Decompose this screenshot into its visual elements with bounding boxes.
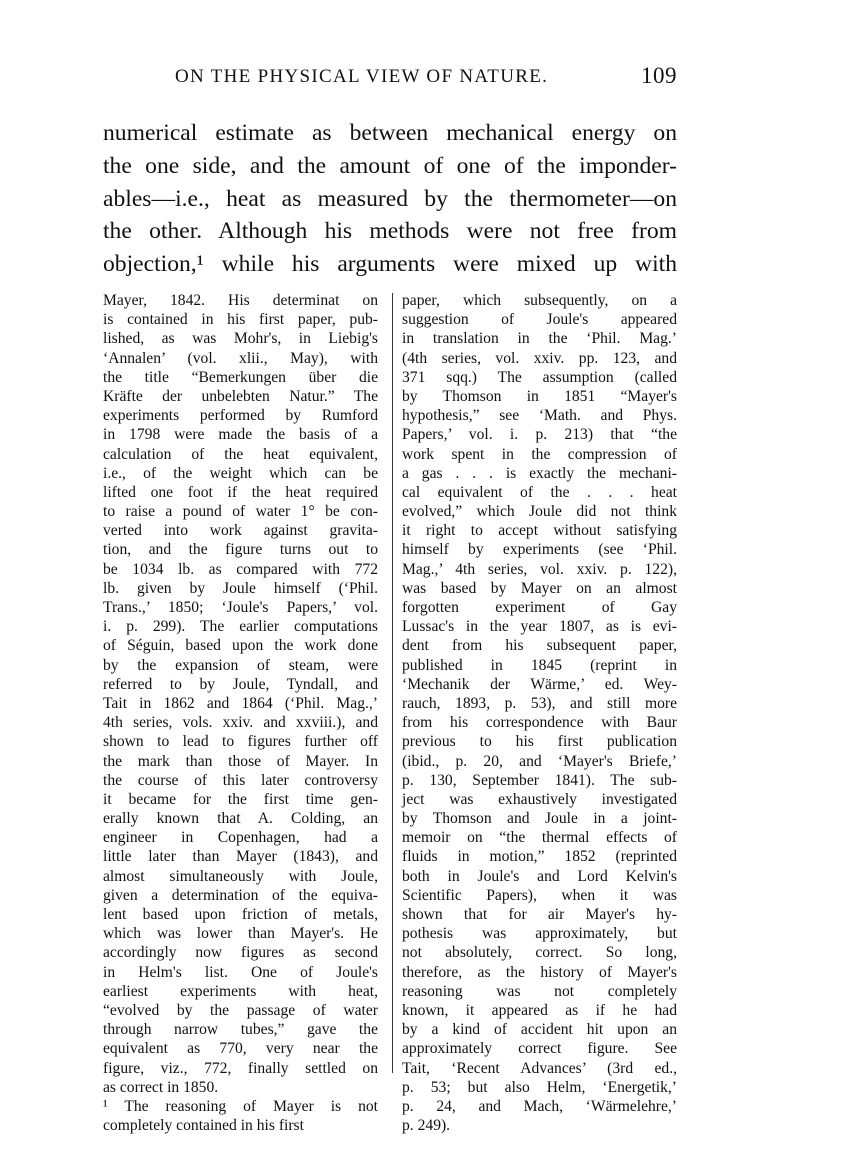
footnote-left-line: almost simultaneously with Joule, [103,867,378,885]
footnote-left-line: ‘Annalen’ (vol. xlii., May), with [103,349,378,367]
footnote-left-line: i.e., of the weight which can be [103,464,378,482]
footnote-right-line: suggestion of Joule's appeared [402,311,677,329]
footnote-left-line: lifted one foot if the heat required [103,483,378,501]
footnote-right-line: both in Joule's and Lord Kelvin's [402,867,677,885]
footnote-left-line: it became for the first time gen- [103,790,378,808]
footnote-left-line: shown to lead to figures further off [103,733,378,751]
footnote-left-line: in 1798 were made the basis of a [103,426,378,444]
footnote-left-line: by the expansion of steam, were [103,656,378,674]
footnote-right-line: reasoning was not completely [402,982,677,1000]
footnote-right-line: p. 249). [402,1117,451,1135]
footnote-right-line: p. 130, September 1841). The sub- [402,771,677,789]
footnote-left-line: erally known that A. Colding, an [103,810,378,828]
main-text-line: objection,¹ while his arguments were mixed up with [103,251,677,278]
footnote-right-line: approximately correct figure. See [402,1040,677,1058]
footnote-right-line: shown that for air Mayer's hy- [402,906,677,923]
column-divider [392,293,393,1073]
footnote-right-line: cal equivalent of the . . . heat [402,483,677,501]
footnote-right-line: Scientific Papers), when it was [402,886,677,904]
footnote-right-line: a gas . . . is exactly the mechani- [402,464,677,482]
footnote-left-line: i. p. 299). The earlier computations [103,618,378,636]
footnote-left-line: experiments performed by Rumford [103,407,378,425]
footnote-right-line: it right to accept without satisfying [402,522,677,540]
footnote-left-line: Trans.,’ 1850; ‘Joule's Papers,’ vol. [103,599,378,616]
footnote-left-line: verted into work against gravita- [103,522,378,540]
footnote-right-line: work spent in the compression of [402,445,677,463]
footnote-right-line: (4th series, vol. xxiv. pp. 123, and [402,349,677,367]
main-text-line: numerical estimate as between mechanical energy on [103,120,677,146]
footnote-right-line: in translation in the ‘Phil. Mag.’ [402,330,677,348]
footnote-right-line: by a kind of accident hit upon an [402,1021,677,1039]
footnote-right-line: 371 sqq.) The assumption (called [402,368,677,386]
footnote-left-line: lished, as was Mohr's, in Liebig's [103,330,378,348]
footnote-left-line: ¹ The reasoning of Mayer is not [103,1097,378,1115]
footnote-right-line: Lussac's in the year 1807, as is evi- [402,618,677,636]
footnote-left-line: in Helm's list. One of Joule's [103,963,378,981]
footnote-right-line: hypothesis,” see ‘Math. and Phys. [402,407,677,425]
main-text-line: the one side, and the amount of one of the imponder- [103,152,677,179]
main-text-line: the other. Although his methods were not free from [103,218,677,245]
footnote-left-line: Tait in 1862 and 1864 (‘Phil. Mag.,’ [103,694,378,712]
footnote-left-line: figure, viz., 772, finally settled on [103,1059,378,1077]
page-number: 109 [641,63,677,88]
footnote-right-line: from his correspondence with Baur [402,714,677,732]
footnote-left-line: Kräfte der unbelebten Natur.” The [103,387,378,405]
running-head-title: ON THE PHYSICAL VIEW OF NATURE. [175,66,549,87]
footnote-left-line: referred to by Joule, Tyndall, and [103,675,378,693]
footnote-left-line: earliest experiments with heat, [103,982,378,1000]
footnote-right-line: not absolutely, correct. So long, [402,944,677,962]
footnote-left-line: given a determination of the equiva- [103,886,378,904]
footnote-right-line: known, it appeared as if he had [402,1001,677,1019]
footnote-left-line: is contained in his first paper, pub- [103,311,378,329]
footnote-right-line: published in 1845 (reprint in [402,656,677,674]
footnote-right-column [402,291,677,1135]
footnote-left-line: completely contained in his first [103,1117,304,1135]
footnote-right-line: himself by experiments (see ‘Phil. [402,541,677,559]
footnote-left-line: lb. given by Joule himself (‘Phil. [103,579,378,597]
footnote-left-line: through narrow tubes,” gave the [103,1021,378,1039]
footnote-right-line: ‘Mechanik der Wärme,’ ed. Wey- [402,675,677,693]
footnote-left-line: to raise a pound of water 1° be con- [103,503,378,521]
footnote-right-line: pothesis was approximately, but [402,925,677,943]
footnote-left-line: which was lower than Mayer's. He [103,925,378,943]
footnote-right-line: forgotten experiment of Gay [402,599,677,616]
footnote-left-line: lent based upon friction of metals, [103,906,378,923]
footnote-left-line: of Séguin, based upon the work done [103,637,378,655]
footnote-left-line: “evolved by the passage of water [103,1001,378,1019]
footnote-right-line: Tait, ‘Recent Advances’ (3rd ed., [402,1059,677,1077]
footnote-right-line: memoir on “the thermal effects of [402,829,677,847]
footnote-right-line: dent from his subsequent paper, [402,637,677,655]
main-text [103,117,677,281]
footnote-right-line: p. 53; but also Helm, ‘Energetik,’ [402,1078,677,1096]
footnote-left-line: calculation of the heat equivalent, [103,445,378,463]
footnote-left-column [103,291,378,1135]
footnote-left-line: tion, and the figure turns out to [103,541,378,559]
footnote-right-line: by Thomson in 1851 “Mayer's [402,387,677,405]
footnote-right-line: Papers,’ vol. i. p. 213) that “the [402,426,677,444]
footnote-left-line: engineer in Copenhagen, had a [103,829,378,847]
footnote-right-line: fluids in motion,” 1852 (reprinted [402,848,677,866]
running-head [103,63,677,96]
footnote-right-line: was based by Mayer on an almost [402,579,677,597]
main-text-line: ables—i.e., heat as measured by the thermometer—on [103,185,677,212]
footnote-left-line: equivalent as 770, very near the [103,1040,378,1058]
footnote-right-line: p. 24, and Mach, ‘Wärmelehre,’ [402,1097,677,1115]
footnote-right-line: paper, which subsequently, on a [402,292,677,309]
footnote-right-line: (ibid., p. 20, and ‘Mayer's Briefe,’ [402,752,677,770]
footnote-right-line: by Thomson and Joule in a joint- [402,810,677,828]
footnote-left-line: Mayer, 1842. His determinat on [103,292,378,309]
footnote-right-line: ject was exhaustively investigated [402,790,677,808]
footnote-right-line: evolved,” which Joule did not think [402,503,677,521]
footnote-left-line: the title “Bemerkungen über die [103,368,378,386]
footnote-right-line: rauch, 1893, p. 53), and still more [402,694,677,712]
footnote-left-line: accordingly now figures as second [103,944,378,962]
footnote-right-line: previous to his first publication [402,733,677,751]
footnote-left-line: little later than Mayer (1843), and [103,848,378,866]
footnote-right-line: Mag.,’ 4th series, vol. xxiv. p. 122), [402,560,677,578]
footnote-left-line: the course of this later controversy [103,771,378,789]
footnote-right-line: therefore, as the history of Mayer's [402,963,677,981]
footnote-left-line: the mark than those of Mayer. In [103,752,378,770]
footnote-left-line: be 1034 lb. as compared with 772 [103,560,378,578]
footnote-left-line: 4th series, vols. xxiv. and xxviii.), and [103,714,378,732]
footnote-left-line: as correct in 1850. [103,1078,219,1096]
